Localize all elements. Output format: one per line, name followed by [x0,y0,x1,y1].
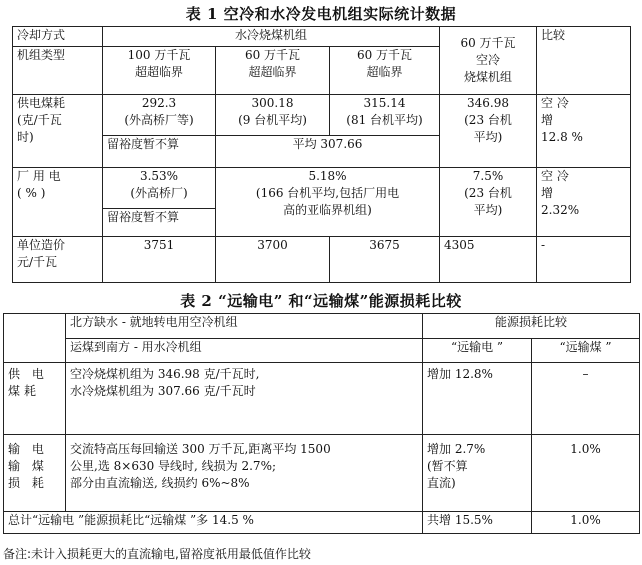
header-water-cooled: 水冷烧煤机组 [103,27,440,47]
header-60mw-usc: 60 万千瓦 超超临界 [216,47,330,95]
power-compare: 空 冷 增 2.32% [537,168,631,237]
header-compare: 比较 [537,27,631,95]
header-100mw-usc: 100 万千瓦 超超临界 [103,47,216,95]
header-cooling-method: 冷却方式 [13,27,103,47]
header-unit-type: 机组类型 [13,47,103,95]
row2-remote-power: 增加 2.7% (暂不算 直流) [423,435,532,512]
coal-compare: 空 冷 增 12.8 % [537,95,631,168]
coal-air-cooled: 346.98 (23 台机 平均) [440,95,537,168]
cost-compare: - [537,237,631,283]
row1-label: 供 电 煤耗 [4,363,66,435]
coal-consumption-label: 供电煤耗 (克/千瓦 时) [13,95,103,168]
coal-60mw-sc: 315.14 (81 台机平均) [330,95,440,136]
power-margin-note: 留裕度暂不算 [103,209,216,237]
total-remote-coal: 1.0% [532,512,640,534]
footnote: 备注:未计入损耗更大的直流输电,留裕度祇用最低值作比较 [3,547,311,561]
power-100mw: 3.53% (外高桥厂) [103,168,216,209]
row1-desc: 空冷烧煤机组为 346.98 克/千瓦时, 水冷烧煤机组为 307.66 克/千瓦时 [66,363,423,435]
cost-100mw: 3751 [103,237,216,283]
cost-air-cooled: 4305 [440,237,537,283]
power-60mw: 5.18% (166 台机平均,包括厂用电 高的亚临界机组) [216,168,440,237]
cost-60mw-usc: 3700 [216,237,330,283]
row2-label: 输 电 输 煤 损 耗 [4,435,66,512]
header-remote-coal: “远输煤 ” [532,339,640,363]
coal-average: 平均 307.66 [216,136,440,168]
table2-corner [4,314,66,363]
header-air-cooled: 60 万千瓦 空冷 烧煤机组 [440,27,537,95]
header-60mw-sc: 60 万千瓦 超临界 [330,47,440,95]
unit-cost-label: 单位造价 元/千瓦 [13,237,103,283]
coal-margin-note: 留裕度暂不算 [103,136,216,168]
desc-line2: 运煤到南方 - 用水冷机组 [66,339,423,363]
table1 [12,26,631,283]
coal-100mw: 292.3 (外高桥厂等) [103,95,216,136]
row2-desc: 交流特高压每回输送 300 万千瓦,距离平均 1500 公里,选 8×630 导线时, 线损为 2.7%; 部分由直流输送, 线损约 6%~8% [66,435,423,512]
row1-remote-coal: – [532,363,640,435]
coal-60mw-usc: 300.18 (9 台机平均) [216,95,330,136]
header-energy-loss: 能源损耗比较 [423,314,640,339]
header-remote-power: “远输电 ” [423,339,532,363]
cost-60mw-sc: 3675 [330,237,440,283]
power-air-cooled: 7.5% (23 台机 平均) [440,168,537,237]
table1-title: 表 1 空冷和水冷发电机组实际统计数据 [185,5,457,23]
row2-remote-coal: 1.0% [532,435,640,512]
table2-title: 表 2 “远输电” 和“远输煤”能源损耗比较 [180,292,462,310]
table2 [3,313,640,534]
row1-remote-power: 增加 12.8% [423,363,532,435]
desc-line1: 北方缺水 - 就地转电用空冷机组 [66,314,423,339]
station-power-label: 厂 用 电 ( % ) [13,168,103,237]
total-label: 总计“远输电 ”能源损耗比“远输煤 ”多 14.5 % [4,512,423,534]
total-remote-power: 共增 15.5% [423,512,532,534]
